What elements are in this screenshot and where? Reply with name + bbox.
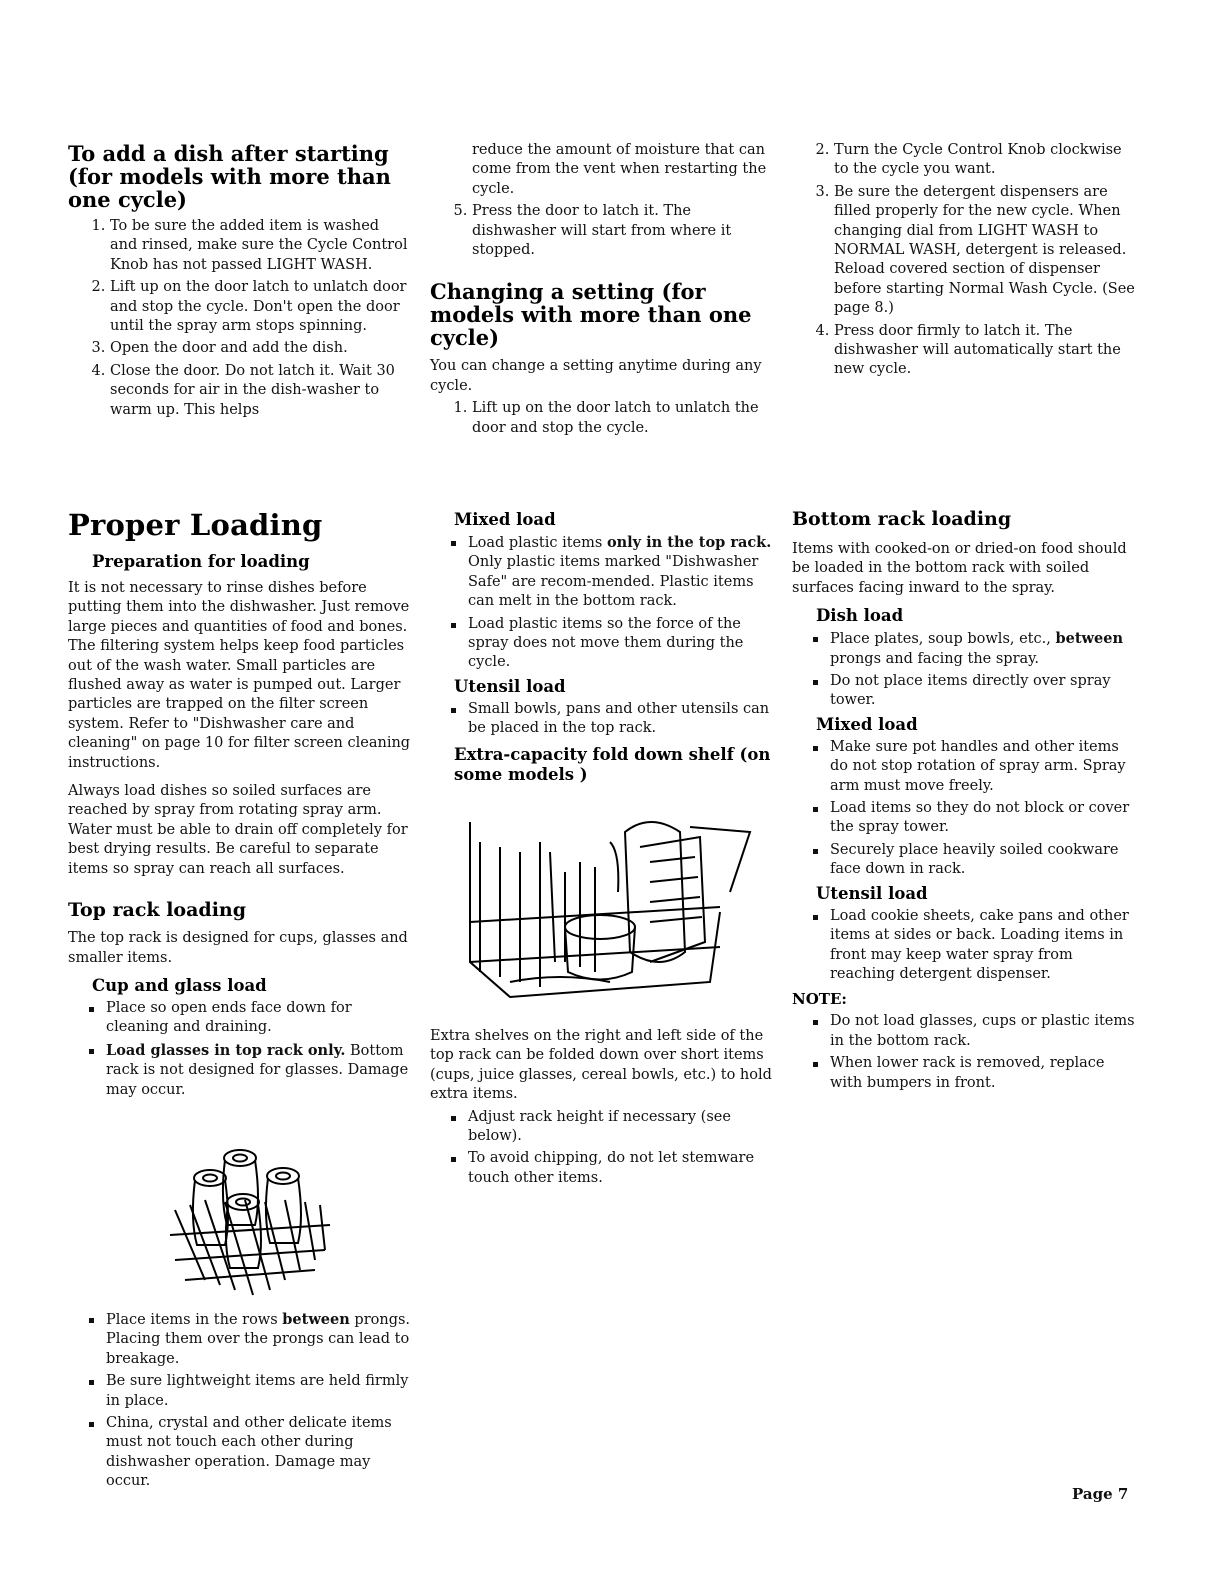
add-dish-title: To add a dish after starting (for models with more than one cycle) xyxy=(68,141,391,212)
cup-bullet-2-text: Bottom rack is not designed for glasses. Damage may occur. xyxy=(106,1042,409,1098)
preparation-paragraph-2: Always load dishes so soiled surfaces are reached by spray from rotating spray arm. Water must be able to drain off completely for best drying results. Be careful to separate items so spray can reach all surfaces. xyxy=(68,783,408,877)
mixed-load-list xyxy=(430,533,775,673)
note-list xyxy=(792,1012,1137,1093)
proper-loading-column xyxy=(68,508,413,1103)
proper-loading-title: Proper Loading xyxy=(68,508,323,542)
utensil-load-list xyxy=(430,700,775,739)
bottom-mixed-bullet-2: Load items so they do not block or cover the spray tower. xyxy=(830,799,1137,838)
top-middle-column xyxy=(430,141,775,441)
bottom-utensil-bullet-1: Load cookie sheets, cake pans and other items at sides or back. Loading items in front may keep water spray from reaching detergent dispenser. xyxy=(830,907,1137,985)
bottom-utensil-load-title: Utensil load xyxy=(816,883,928,903)
note-title: NOTE: xyxy=(792,990,847,1009)
note-bullet-2: When lower rack is removed, replace with bumpers in front. xyxy=(830,1054,1137,1093)
add-dish-step-5-list xyxy=(430,202,775,260)
changing-step-4: 4. Press door firmly to latch it. The dishwasher will automatically start the new cycle. xyxy=(834,322,1137,380)
add-dish-step-1: 1. To be sure the added item is washed and rinsed, make sure the Cycle Control Knob has not passed LIGHT WASH. xyxy=(110,217,408,275)
mixed-bullet-1-post: Only plastic items marked "Dishwasher Safe" are recom-mended. Plastic items can melt in the bottom rack. xyxy=(468,554,759,610)
add-dish-step-5: 5. Press the door to latch it. The dishwasher will start from where it stopped. xyxy=(472,202,775,260)
top-rack-tips xyxy=(68,1310,413,1495)
changing-step-1: 1. Lift up on the door latch to unlatch the door and stop the cycle. xyxy=(472,399,775,438)
add-dish-step-4: 4. Close the door. Do not latch it. Wait 30 seconds for air in the dish-washer to warm up. This helps xyxy=(110,362,408,420)
dish-bullet-1-bold: between xyxy=(1055,630,1124,648)
top-rack-title: Top rack loading xyxy=(68,899,247,922)
tips-bullet-1-post: prongs. Placing them over the prongs can lead to breakage. xyxy=(106,1312,411,1367)
utensil-bullet-1: Small bowls, pans and other utensils can be placed in the top rack. xyxy=(468,700,775,739)
dish-bullet-1-pre: Place plates, soup bowls, etc., xyxy=(830,631,1056,648)
changing-step-2: 2. Turn the Cycle Control Knob clockwise to the cycle you want. xyxy=(834,141,1137,180)
preparation-title: Preparation for loading xyxy=(92,552,310,571)
extra-capacity-title: Extra-capacity fold down shelf (on some models ) xyxy=(454,744,771,784)
extra-capacity-paragraph: Extra shelves on the right and left side of the top rack can be folded down over short items (cups, juice glasses, cereal bowls, etc.) to hold extra items. xyxy=(430,1028,772,1103)
bottom-rack-title: Bottom rack loading xyxy=(792,508,1012,530)
tips-bullet-3: China, crystal and other delicate items must not touch each other during dishwasher operation. Damage may occur. xyxy=(106,1414,413,1492)
changing-setting-steps xyxy=(430,399,775,438)
bottom-rack-intro: Items with cooked-on or dried-on food should be loaded in the bottom rack with soiled surfaces facing inward to the spray. xyxy=(792,541,1127,596)
cup-glass-list xyxy=(68,999,413,1100)
bottom-rack-column xyxy=(792,508,1137,1096)
tips-bullet-2: Be sure lightweight items are held firmly in place. xyxy=(106,1372,413,1411)
extra-bullet-1: Adjust rack height if necessary (see below). xyxy=(468,1108,775,1147)
tips-bullet-1 xyxy=(106,1310,413,1369)
extra-capacity-text xyxy=(430,1027,775,1191)
middle-loading-column xyxy=(430,510,775,785)
dish-bullet-1-post: prongs and facing the spray. xyxy=(830,650,1040,667)
bottom-mixed-bullet-1: Make sure pot handles and other items do not stop rotation of spray arm. Spray arm must move freely. xyxy=(830,738,1137,796)
glasses-rack-illustration xyxy=(165,1140,335,1300)
mixed-bullet-1-pre: Load plastic items xyxy=(468,535,607,551)
changing-setting-intro: You can change a setting anytime during any cycle. xyxy=(430,358,762,394)
changing-setting-title: Changing a setting (for models with more than one cycle) xyxy=(430,279,752,351)
bottom-mixed-load-title: Mixed load xyxy=(816,714,918,734)
dish-bullet-2: Do not place items directly over spray tower. xyxy=(830,672,1137,711)
add-dish-steps xyxy=(68,217,408,420)
mixed-bullet-1 xyxy=(468,533,775,612)
dish-load-list xyxy=(792,629,1137,711)
changing-setting-steps-cont xyxy=(792,141,1137,380)
tips-bullet-1-pre: Place items in the rows xyxy=(106,1312,283,1328)
add-dish-step-3: 3. Open the door and add the dish. xyxy=(110,339,408,358)
mixed-load-title: Mixed load xyxy=(454,510,556,529)
mixed-bullet-2: Load plastic items so the force of the spray does not move them during the cycle. xyxy=(468,615,775,673)
bottom-mixed-load-list xyxy=(792,738,1137,880)
preparation-paragraph-1: It is not necessary to rinse dishes before putting them into the dishwasher. Just remove large pieces and quantities of food and bones. The filtering system helps keep food particles out of the wash water. Small particles are flushed away as water is pumped out. Larger particles are trapped on the filter screen system. Refer to "Dishwasher care and cleaning" on page 10 for filter screen cleaning instructions. xyxy=(68,580,411,771)
bottom-mixed-bullet-3: Securely place heavily soiled cookware face down in rack. xyxy=(830,841,1137,880)
cup-bullet-1: Place so open ends face down for cleaning and draining. xyxy=(106,999,413,1038)
add-dish-step-4-continued: reduce the amount of moisture that can come from the vent when restarting the cycle. xyxy=(472,142,767,197)
top-right-column xyxy=(792,141,1137,383)
top-rack-intro: The top rack is designed for cups, glasses and smaller items. xyxy=(68,930,408,966)
note-bullet-1: Do not load glasses, cups or plastic items in the bottom rack. xyxy=(830,1012,1137,1051)
mixed-bullet-1-bold: only in the top rack. xyxy=(606,534,772,551)
utensil-load-title: Utensil load xyxy=(454,676,566,696)
bottom-utensil-load-list xyxy=(792,907,1137,985)
fold-down-shelf-illustration xyxy=(450,812,760,1012)
dish-load-title: Dish load xyxy=(816,606,904,626)
top-rack-tips-list xyxy=(68,1310,413,1492)
extra-bullet-2: To avoid chipping, do not let stemware touch other items. xyxy=(468,1149,775,1188)
add-dish-step-2: 2. Lift up on the door latch to unlatch door and stop the cycle. Don't open the door until the spray arm stops spinning. xyxy=(110,278,408,336)
page-number: Page 7 xyxy=(1072,1485,1129,1503)
tips-bullet-1-bold: between xyxy=(282,1311,350,1328)
cup-bullet-2 xyxy=(106,1041,413,1100)
dish-bullet-1 xyxy=(830,629,1137,669)
cup-bullet-2-bold: Load glasses in top rack only. xyxy=(106,1041,346,1059)
changing-step-3: 3. Be sure the detergent dispensers are filled properly for the new cycle. When changing dial from LIGHT WASH to NORMAL WASH, detergent is released. Reload covered section of dispenser before starting Normal Wash Cycle. (See page 8.) xyxy=(834,183,1137,319)
extra-capacity-list xyxy=(430,1108,775,1189)
cup-glass-title: Cup and glass load xyxy=(92,975,267,995)
add-dish-section xyxy=(68,142,408,423)
